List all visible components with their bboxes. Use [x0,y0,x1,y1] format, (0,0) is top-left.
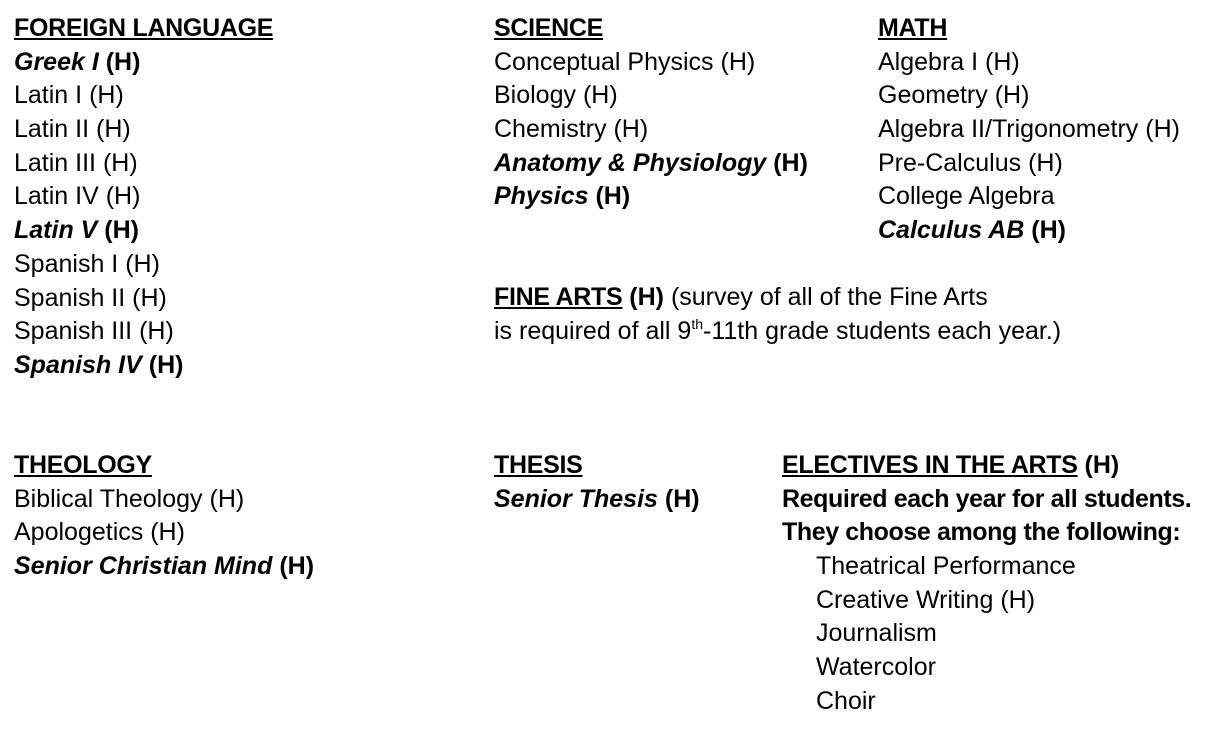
fine-arts-header: FINE ARTS [494,283,623,311]
honors-tag: (H) [1000,585,1036,614]
course-name: Biology [494,81,576,110]
honors-tag: (H) [773,148,808,177]
electives-header-line [782,449,1191,483]
course-name: Spanish IV [14,350,142,379]
honors-tag: (H) [150,518,185,547]
course-name: Watercolor [816,653,936,682]
fine-arts-section [494,281,1061,348]
course-item [816,584,1191,618]
course-item [14,349,273,383]
honors-tag: (H) [104,216,140,245]
course-name: Senior Thesis [494,484,658,513]
course-item [878,180,1180,214]
honors-tag: (H) [613,115,649,144]
electives-list [782,550,1191,718]
fine-arts-description-2a: is required of all 9 [494,316,692,345]
course-name: Latin V [14,216,98,245]
electives-section [782,449,1191,719]
course-item [494,180,808,214]
course-name: Chemistry [494,115,607,144]
course-name: Spanish II [14,283,126,312]
foreign-language-header: FOREIGN LANGUAGE [14,14,274,42]
course-name: Algebra I [878,47,979,76]
honors-tag: (H) [105,47,141,76]
course-item [494,79,808,113]
honors-tag: (H) [994,81,1030,110]
fine-arts-superscript: th [691,315,704,332]
course-item [14,516,314,550]
course-item [14,214,273,248]
thesis-header: THESIS [494,451,583,479]
honors-tag: (H) [582,81,618,110]
course-item [14,315,273,349]
course-name: Geometry [878,81,988,110]
course-item [14,79,273,113]
math-header: MATH [878,14,948,42]
course-item [878,113,1180,147]
course-name: Pre-Calculus [878,148,1022,177]
electives-header: ELECTIVES IN THE ARTS [782,451,1078,479]
honors-tag: (H) [209,484,245,513]
electives-note-required: Required each year for all students. [782,484,1192,513]
honors-tag: (H) [1145,115,1180,144]
course-name: College Algebra [878,182,1055,211]
course-item [14,282,273,316]
course-item [878,147,1180,181]
course-name: Spanish III [14,317,133,346]
course-name: Physics [494,182,589,211]
math-list [878,46,1180,248]
fine-arts-description-2b: -11th grade students each year.) [703,316,1062,345]
course-item [494,147,808,181]
course-name: Senior Christian Mind [14,552,273,581]
course-name: Creative Writing [816,585,994,614]
honors-tag: (H) [985,47,1020,76]
course-item [14,248,273,282]
course-name: Latin II [14,115,90,144]
course-name: Conceptual Physics [494,47,714,76]
course-name: Latin IV [14,182,99,211]
foreign-language-list [14,46,273,383]
course-item [878,214,1180,248]
course-item [494,46,808,80]
electives-note-choose: They choose among the following: [782,518,1181,547]
honors-tag: (H) [148,350,184,379]
course-name: Anatomy & Physiology [494,148,767,177]
honors-tag: (H) [720,47,756,76]
science-header: SCIENCE [494,14,604,42]
course-name: Biblical Theology [14,484,203,513]
honors-tag: (H) [595,182,631,211]
honors-tag: (H) [1031,216,1066,245]
foreign-language-section [14,12,273,383]
theology-list [14,483,314,584]
electives-honors-tag: (H) [1084,451,1120,479]
fine-arts-description-1: (survey of all of the Fine Arts [670,283,988,311]
course-name: Journalism [816,619,937,648]
course-name: Spanish I [14,249,119,278]
course-item [816,617,1191,651]
honors-tag: (H) [664,484,700,513]
course-item [14,180,273,214]
fine-arts-honors-tag: (H) [629,283,664,311]
course-item [816,550,1191,584]
course-item [14,113,273,147]
course-item [494,483,700,517]
course-item [494,113,808,147]
honors-tag: (H) [132,283,167,312]
honors-tag: (H) [125,249,160,278]
course-name: Apologetics [14,518,144,547]
course-item [14,550,314,584]
course-name: Latin I [14,81,83,110]
course-name: Greek I [14,47,99,76]
course-item [14,147,273,181]
science-list [494,46,808,214]
course-name: Algebra II/Trigonometry [878,115,1139,144]
course-name: Theatrical Performance [816,552,1076,581]
course-item [14,46,273,80]
course-name: Latin III [14,148,96,177]
course-item [816,651,1191,685]
course-item [816,685,1191,719]
honors-tag: (H) [139,317,174,346]
math-section [878,12,1180,248]
thesis-section [494,449,700,516]
fine-arts-line-1 [494,281,1061,315]
course-item [14,483,314,517]
thesis-list [494,483,700,517]
course-name: Choir [816,686,876,715]
course-item [878,46,1180,80]
course-item [878,79,1180,113]
course-name: Calculus AB [878,216,1025,245]
honors-tag: (H) [1028,148,1063,177]
honors-tag: (H) [102,148,138,177]
theology-section [14,449,314,584]
fine-arts-line-2 [494,315,1061,349]
honors-tag: (H) [105,182,141,211]
theology-header: THEOLOGY [14,451,152,479]
honors-tag: (H) [89,81,124,110]
science-section [494,12,808,214]
honors-tag: (H) [96,115,131,144]
honors-tag: (H) [279,552,315,581]
